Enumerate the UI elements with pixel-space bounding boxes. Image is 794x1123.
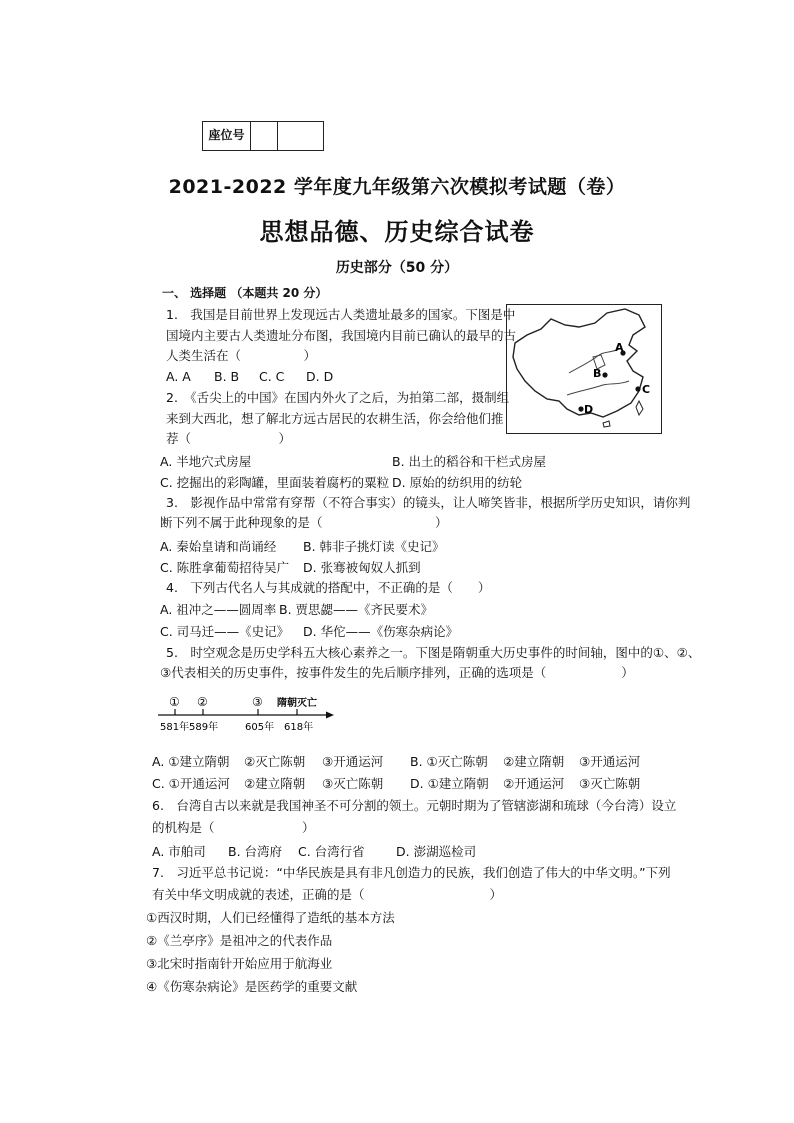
q4-line-1: 4. 下列古代名人与其成就的搭配中，不正确的是（ ） <box>166 580 491 595</box>
q6-option-b: B. 台湾府 <box>228 844 283 859</box>
map-label-b: B <box>593 367 602 380</box>
map-label-d: D <box>584 403 594 416</box>
timeline-marker-2: ② <box>197 695 208 709</box>
q4-option-d: D. 华佗——《伤寒杂病论》 <box>303 624 459 639</box>
q1-line-3: 人类生活在（ ） <box>166 348 317 363</box>
q3-option-b: B. 韩非子挑灯读《史记》 <box>303 539 445 554</box>
q1-line-2: 国境内主要古人类遗址分布图，我国境内目前已确认的最早的古 <box>166 328 517 343</box>
q7-statement-2: ②《兰亭序》是祖冲之的代表作品 <box>146 933 333 948</box>
q5-option-c-3: ③灭亡陈朝 <box>322 776 384 791</box>
q2-option-d: D. 原始的纺织用的纺轮 <box>392 475 523 490</box>
q5-option-a-2: ②灭亡陈朝 <box>244 754 306 769</box>
q2-line-1: 2. 《舌尖上的中国》在国内外火了之后，为拍第二部，摄制组 <box>166 390 510 405</box>
q2-option-c: C. 挖掘出的彩陶罐，里面装着腐朽的粟粒 <box>160 475 390 490</box>
q3-option-c: C. 陈胜拿葡萄招待吴广 <box>160 560 290 575</box>
map-label-c: C <box>642 383 651 396</box>
q1-option-b: B. B <box>214 369 240 384</box>
exam-section-score: 历史部分（50 分） <box>335 260 459 276</box>
q4-option-a: A. 祖冲之——圆周率 <box>160 602 277 617</box>
section-heading: 一、 选择题 （本题共 20 分） <box>162 286 328 300</box>
q1-line-1: 1. 我国是目前世界上发现远古人类遗址最多的国家。下图是中 <box>166 307 516 322</box>
q5-option-c-2: ②建立隋朝 <box>244 776 306 791</box>
q5-option-d-1: D. ①建立隋朝 <box>410 776 489 791</box>
q7-statement-4: ④《伤寒杂病论》是医药学的重要文献 <box>146 979 358 994</box>
exam-title: 2021-2022 学年度九年级第六次模拟考试题（卷） <box>168 176 626 198</box>
seat-label: 座位号 <box>203 122 251 150</box>
q5-line-2: ③代表相关的历史事件，按事件发生的先后顺序排列，正确的选项是（ ） <box>160 665 634 680</box>
q6-line-1: 6. 台湾自古以来就是我国神圣不可分割的领土。元朝时期为了管辖澎湖和琉球（今台湾）设立 <box>152 798 677 813</box>
q5-option-b-1: B. ①灭亡陈朝 <box>410 754 488 769</box>
q1-option-a: A. A <box>166 369 191 384</box>
q1-option-d: D. D <box>306 369 334 384</box>
q4-option-b: B. 贾思勰——《齐民要术》 <box>279 602 434 617</box>
q5-option-b-2: ②建立隋朝 <box>503 754 565 769</box>
q3-option-d: D. 张骞被匈奴人抓到 <box>303 560 421 575</box>
map-label-a: A <box>615 341 624 354</box>
q7-statement-3: ③北宋时指南针开始应用于航海业 <box>146 956 333 971</box>
china-map-figure <box>506 304 662 434</box>
timeline-marker-3: ③ <box>252 695 263 709</box>
q7-statement-1: ①西汉时期，人们已经懂得了造纸的基本方法 <box>146 910 395 925</box>
timeline-marker-1: ① <box>169 695 180 709</box>
q3-line-1: 3. 影视作品中常常有穿帮（不符合事实）的镜头，让人啼笑皆非，根据所学历史知识，请你判 <box>166 495 691 510</box>
timeline-year-1: 581年 <box>160 722 190 733</box>
timeline-svg <box>156 693 336 735</box>
q1-option-c: C. C <box>259 369 285 384</box>
q3-option-a: A. 秦始皇请和尚诵经 <box>160 539 277 554</box>
q2-line-3: 荐（ ） <box>166 431 292 446</box>
q6-option-d: D. 澎湖巡检司 <box>396 844 477 859</box>
timeline-year-3: 605年 <box>245 722 275 733</box>
timeline-year-2: 589年 <box>189 722 219 733</box>
q5-line-1: 5. 时空观念是历史学科五大核心素养之一。下图是隋朝重大历史事件的时间轴，图中的①、②、 <box>166 645 701 660</box>
q5-option-c-1: C. ①开通运河 <box>152 776 230 791</box>
q7-line-2: 有关中华文明成就的表述，正确的是（ ） <box>152 887 503 902</box>
q5-option-d-2: ②开通运河 <box>503 776 565 791</box>
q5-option-d-3: ③灭亡陈朝 <box>579 776 641 791</box>
seat-number-box <box>202 121 324 151</box>
china-map-outline <box>507 305 661 433</box>
q3-line-2: 断下列不属于此种现象的是（ ） <box>160 515 448 530</box>
q5-option-b-3: ③开通运河 <box>579 754 641 769</box>
q7-line-1: 7. 习近平总书记说：“中华民族是具有非凡创造力的民族，我们创造了伟大的中华文明。”下列 <box>152 865 671 880</box>
q2-line-2: 来到大西北，想了解北方远古居民的农耕生活，你会给他们推 <box>166 411 504 426</box>
q2-option-b: B. 出土的稻谷和干栏式房屋 <box>392 454 547 469</box>
exam-subject: 思想品德、历史综合试卷 <box>259 218 535 246</box>
sui-timeline <box>156 693 336 735</box>
timeline-marker-4: 隋朝灭亡 <box>277 698 317 709</box>
timeline-year-4: 618年 <box>284 722 314 733</box>
q6-option-c: C. 台湾行省 <box>298 844 365 859</box>
q6-option-a: A. 市舶司 <box>152 844 206 859</box>
q5-option-a-1: A. ①建立隋朝 <box>152 754 230 769</box>
seat-cell-1[interactable] <box>251 122 278 150</box>
q4-option-c: C. 司马迁——《史记》 <box>160 624 290 639</box>
q5-option-a-3: ③开通运河 <box>322 754 384 769</box>
seat-cell-2[interactable] <box>278 122 323 150</box>
q6-line-2: 的机构是（ ） <box>152 820 315 835</box>
q2-option-a: A. 半地穴式房屋 <box>160 454 252 469</box>
